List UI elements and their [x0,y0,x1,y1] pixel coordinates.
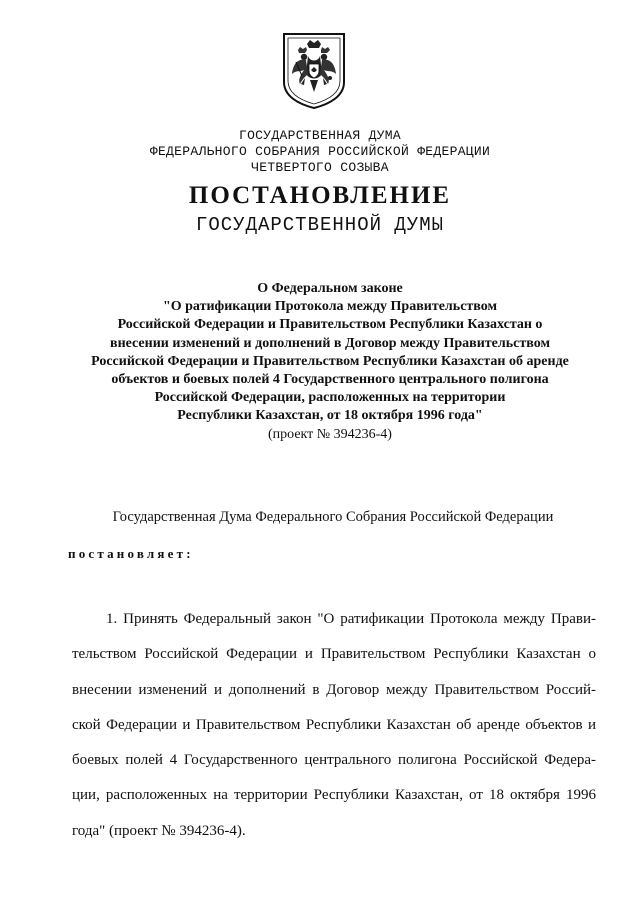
intro-text: Государственная Дума Федерального Собрания Российской Федерации [112,509,554,525]
document-subtitle: ГОСУДАРСТВЕННОЙ ДУМЫ [195,214,445,236]
header-line-convocation: ЧЕТВЕРТОГО СОЗЫВА [251,160,389,175]
project-number: (проект № 394236-4) [268,426,392,442]
subject-line: О Федеральном законе [257,281,403,296]
subject-line: Российской Федерации и Правительством Республики Казахстан о [117,317,543,333]
paragraph-line: 1. Принять Федеральный закон "О ратификации Протокола между Прави- [106,611,596,627]
resolution-paragraph-1 [72,611,596,858]
paragraph-line: тельством Российской Федерации и Правительством Республики Казахстан о [72,646,596,663]
header-line-duma: ГОСУДАРСТВЕННАЯ ДУМА [238,128,402,143]
subject-line: Российской Федерации и Правительством Республики Казахстан об аренде [91,353,569,369]
subject-line: объектов и боевых полей 4 Государственного центрального полигона [111,372,549,388]
header-line-federal-assembly: ФЕДЕРАЛЬНОГО СОБРАНИЯ РОССИЙСКОЙ ФЕДЕРАЦИИ [149,144,491,159]
resolves-word: постановляет: [68,546,194,561]
paragraph-line: внесении изменений и дополнений в Договор между Правительством Россий- [72,681,596,698]
resolution-subject [60,280,600,444]
subject-line: Российской Федерации, расположенных на территории [154,390,506,406]
paragraph-line: года" (проект № 394236-4). [72,822,246,839]
paragraph-line: ской Федерации и Правительством Республики Казахстан об аренде объектов и [72,716,596,733]
coat-of-arms-emblem-icon [280,30,348,110]
paragraph-line: боевых полей 4 Государственного центрального полигона Российской Федера- [72,752,596,769]
paragraph-line: ции, расположенных на территории Республики Казахстан, от 18 октября 1996 [72,787,596,804]
subject-line: "О ратификации Протокола между Правительством [162,299,498,315]
subject-line: Республики Казахстан, от 18 октября 1996 года" [177,408,483,424]
document-title: ПОСТАНОВЛЕНИЕ [188,182,452,209]
subject-line: внесении изменений и дополнений в Договор между Правительством [110,335,550,351]
